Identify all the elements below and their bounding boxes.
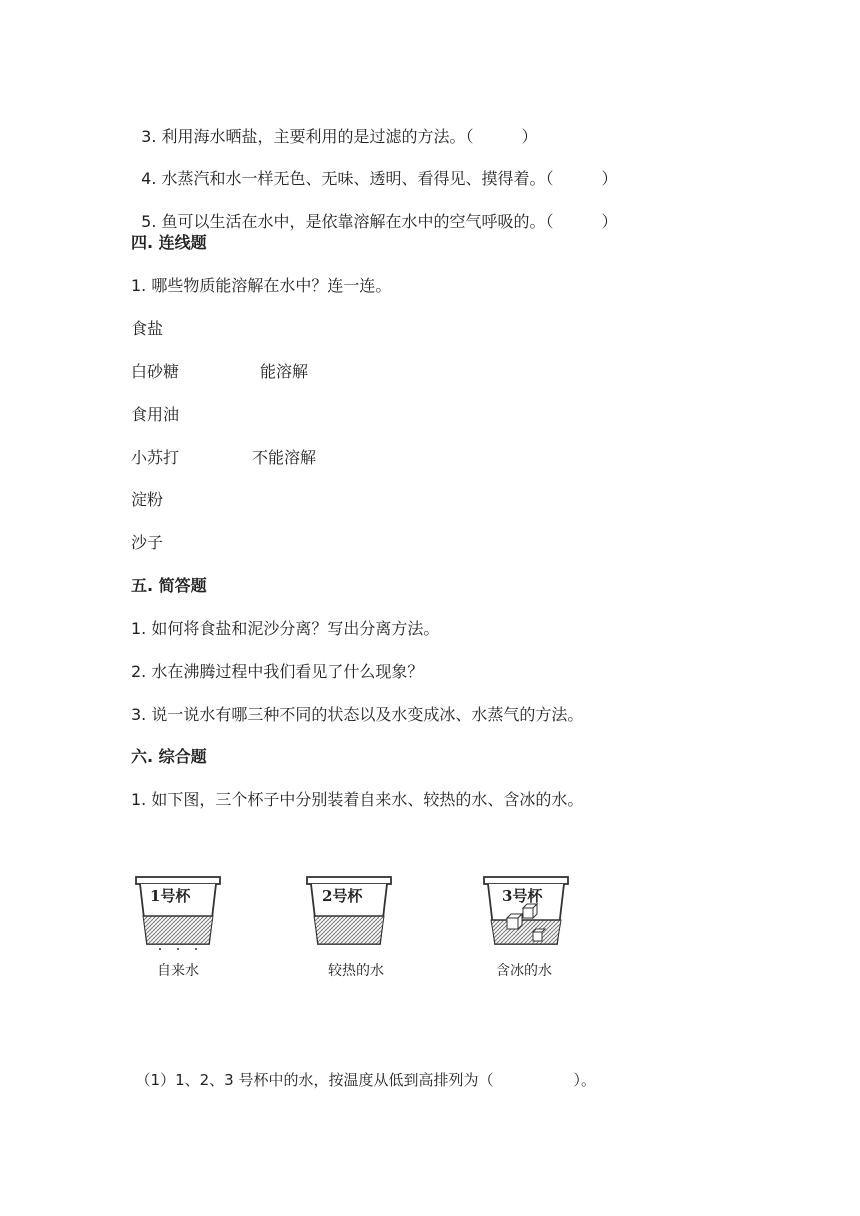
question-5 xyxy=(131,189,618,233)
short-answer-question: 1. 如何将食盐和泥沙分离？写出分离方法。 xyxy=(131,619,440,638)
question-3 xyxy=(131,104,538,148)
sub-question-1 xyxy=(126,1047,596,1091)
cup-2-caption: 较热的水 xyxy=(328,963,384,979)
section-heading-comprehensive: 六. 综合题 xyxy=(131,747,207,766)
cup-1-tag: 1号杯 xyxy=(150,887,191,905)
cup-1-caption: 自来水 xyxy=(157,963,199,979)
matching-item: 小苏打 xyxy=(131,448,180,467)
cup-3-tag: 3号杯 xyxy=(502,887,543,905)
question-text: 4. 水蒸汽和水一样无色、无味、透明、看得见、摸得着。（ xyxy=(141,169,554,188)
paren-close: ） xyxy=(521,127,538,146)
matching-question: 1. 哪些物质能溶解在水中？连一连。 xyxy=(131,276,392,295)
ice-cube xyxy=(507,914,522,929)
sub-question-text: （1）1、2、3 号杯中的水，按温度从低到高排列为（ xyxy=(135,1071,494,1089)
cups-figure xyxy=(0,860,860,990)
section-heading-short-answer: 五. 简答题 xyxy=(131,576,207,595)
cups-illustration xyxy=(0,860,860,990)
paren-close: ） xyxy=(601,169,618,188)
short-answer-question: 3. 说一说水有哪三种不同的状态以及水变成冰、水蒸气的方法。 xyxy=(131,705,584,724)
matching-item: 白砂糖 xyxy=(131,362,180,381)
cup-3-caption: 含冰的水 xyxy=(496,963,552,979)
matching-target-insoluble: 不能溶解 xyxy=(252,448,317,467)
section-heading-matching: 四. 连线题 xyxy=(131,233,207,252)
comprehensive-question: 1. 如下图，三个杯子中分别装着自来水、较热的水、含冰的水。 xyxy=(131,790,584,809)
matching-item: 淀粉 xyxy=(131,490,164,509)
cup-2-tag: 2号杯 xyxy=(322,887,363,905)
matching-target-soluble: 能溶解 xyxy=(260,362,309,381)
paren-close: ） xyxy=(601,212,618,231)
question-text: 5. 鱼可以生活在水中，是依靠溶解在水中的空气呼吸的。（ xyxy=(141,212,554,231)
matching-item: 食用油 xyxy=(131,405,180,424)
question-4 xyxy=(131,146,618,190)
matching-item: 食盐 xyxy=(131,319,164,338)
ice-cube xyxy=(523,904,537,918)
matching-item: 沙子 xyxy=(131,533,164,552)
paren-close: ）。 xyxy=(573,1071,597,1089)
question-text: 3. 利用海水晒盐，主要利用的是过滤的方法。（ xyxy=(141,127,474,146)
short-answer-question: 2. 水在沸腾过程中我们看见了什么现象？ xyxy=(131,662,424,681)
